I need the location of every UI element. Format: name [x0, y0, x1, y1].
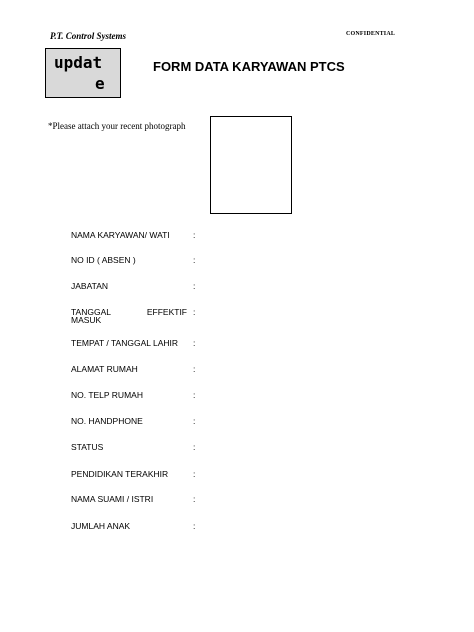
field-label: NAMA KARYAWAN/ WATI	[71, 230, 170, 240]
photo-placeholder[interactable]	[210, 116, 292, 214]
field-colon: :	[193, 281, 196, 291]
confidential-label: CONFIDENTIAL	[346, 31, 396, 37]
field-label: NO. HANDPHONE	[71, 416, 143, 426]
status-input[interactable]	[201, 442, 401, 452]
nama-suami-istri-input[interactable]	[201, 494, 401, 504]
field-label: PENDIDIKAN TERAKHIR	[71, 469, 169, 479]
company-name: P.T. Control Systems	[50, 31, 127, 41]
field-colon: :	[193, 494, 196, 504]
field-colon: :	[193, 255, 196, 265]
jumlah-anak-input[interactable]	[201, 521, 401, 531]
update-badge-line2: e	[95, 74, 105, 93]
form-title: FORM DATA KARYAWAN PTCS	[153, 59, 345, 74]
update-badge	[45, 48, 121, 98]
field-colon: :	[193, 442, 196, 452]
update-badge-line1: updat	[54, 53, 103, 72]
field-label: TEMPAT / TANGGAL LAHIR	[71, 338, 179, 348]
photo-instruction: *Please attach your recent photograph	[48, 121, 186, 131]
field-colon: :	[193, 521, 196, 531]
alamat-rumah-input[interactable]	[201, 364, 401, 374]
field-label: JUMLAH ANAK	[71, 521, 131, 531]
nama-karyawan-input[interactable]	[201, 230, 401, 240]
field-label-part: EFFEKTIF	[146, 307, 187, 317]
field-label: NAMA SUAMI / ISTRI	[71, 494, 154, 504]
field-colon: :	[193, 338, 196, 348]
field-label-part: TANGGAL	[71, 307, 111, 317]
no-telp-rumah-input[interactable]	[201, 390, 401, 400]
field-colon: :	[193, 364, 196, 374]
field-label: JABATAN	[71, 281, 108, 291]
field-colon: :	[193, 390, 196, 400]
field-label: ALAMAT RUMAH	[71, 364, 138, 374]
field-label: STATUS	[71, 442, 104, 452]
field-colon: :	[193, 469, 196, 479]
pendidikan-terakhir-input[interactable]	[201, 469, 401, 479]
no-handphone-input[interactable]	[201, 416, 401, 426]
field-colon: :	[193, 307, 196, 317]
field-colon: :	[193, 230, 196, 240]
field-label: NO ID ( ABSEN )	[71, 255, 136, 265]
tempat-tanggal-lahir-input[interactable]	[201, 338, 401, 348]
field-colon: :	[193, 416, 196, 426]
field-label-part: MASUK	[71, 315, 102, 325]
tanggal-efektif-masuk-input[interactable]	[201, 307, 401, 317]
field-label: NO. TELP RUMAH	[71, 390, 143, 400]
no-id-input[interactable]	[201, 255, 401, 265]
jabatan-input[interactable]	[201, 281, 401, 291]
